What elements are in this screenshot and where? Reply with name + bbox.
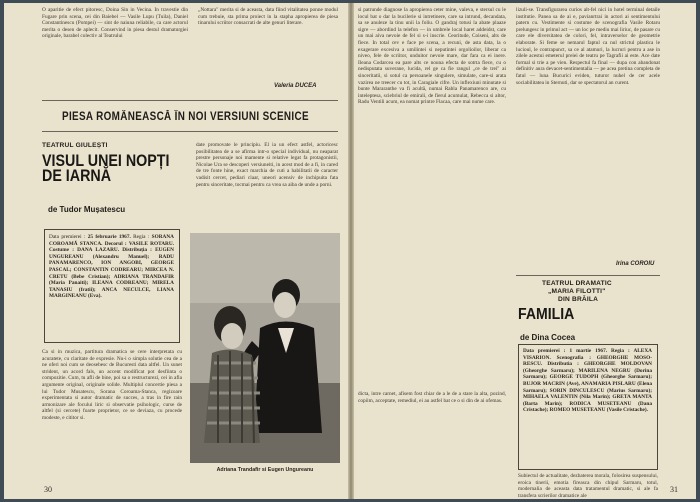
banner-rule-top xyxy=(42,100,338,101)
top-signature: Valeria DUCEA xyxy=(274,83,317,89)
right-column2-bottom: Subiectul de actualitate, dezbaterea morala, folosirea suspensului, eroica tinerii, emotia fireasca din chipul Sarmaru, totul, modernalia de aceasta data tratamentul dramatic, si ale fa transfera scrierilor dramatice ale xyxy=(518,473,658,499)
theater-line3: DIN BRĂILA xyxy=(558,296,599,303)
theater-line2: „MARIA FILOTTI" xyxy=(548,288,606,295)
author-byline: de Tudor Mușatescu xyxy=(48,205,126,214)
premiere-label: Data premierei : xyxy=(49,234,86,240)
right-column1-bottom: dicta, intre carnet, afisem fost chiar de a le de a stare la alta, pozind, copiim, acceptate, remediul, ei au astfel bat ce o si din de ai ofemas. xyxy=(358,391,506,404)
page-number-left: 30 xyxy=(44,485,52,494)
play-title-line2: DE IARNĂ xyxy=(42,166,112,185)
photo-caption: Adriana Trandafir si Eugen Ungureanu xyxy=(216,467,314,473)
right-play-title: FAMILIA xyxy=(518,306,575,323)
section-rule xyxy=(516,275,660,276)
cast-list: Distribuția : EUGEN UNGUREANU (Alexandru Manuel); RADU PANAMARENCO, ION ANGOBI, GEORGE PASCAL; CONSTANTIN CODREARU; MIRCEA N. CRETU (Bebe Cristian); ADRIANA TRANDAFIR (Maria Panaiti); ILEANA CODREANU; MIRELA TANASIU (fratii); ANCA NECULCE, LIANA MARGINEANU (Eva). xyxy=(49,247,174,300)
section-banner: PIESA ROMÂNEASCĂ ÎN NOI VERSIUNI SCENICE xyxy=(62,111,309,123)
director-name: SORANA COROAMĂ STANCA. xyxy=(49,234,174,247)
banner-rule-bottom xyxy=(42,131,338,132)
right-page xyxy=(354,3,696,499)
decor-credit: Decorul : VASILE ROTARU. Costume : DANA LAZARU. xyxy=(49,240,175,254)
play-title xyxy=(42,153,169,183)
play-title-line1: VISUL UNEI NOPȚI xyxy=(42,151,170,170)
production-photo xyxy=(190,233,340,463)
right-column2-text: lizuli-se. Transfigurarea curios alt-fel nici in hotel terminal detaile institutie. Panea sa de ai e, pavianrtrai in actori ai sentimentului patern cu. Vestimente si costume de scenografia Vasile Rotaru prelungesc in primul act — un loc pe mediu mai liriuc, de pasare cu care ele diversitatea de colori, fel, intraverselor de geometrie elaborate. Si feme se nemarul faptul ca nul strictul plastica le lucioul, le contrapunct, sa ce al atamuri, la lucruri pentru a ase in zilele acestui emeterul preiei de teatru pe Tagrafii ai este. Ace date formal si trie a pe vien. Respectul fa final — dupa con abandonat definitiv aura devacet-sentimentalia — pe acea pretina completa de fatul — luna Bucurici eviden, tuturor nuhel de cer acele sociabilitatea in Sternuti, dar se spectatorul an curent. xyxy=(516,7,660,86)
right-column1-text: si patrunde diagnose la apropierea ceter mine, valeva, e stersul cu le locul bat o dar la bucilerie si intretinere, care sa intrund, decandata, sa se anuleze la tinu unii la foliu. O gandraj totusi la abate plaaze sigre — abordind la telefon — in umbrele local haret addeidst, care un mai aiva nevoie de fel si s-i inscrie. Ceoritude, Coiseni, alts de fiece. In total cev e face pe scena, a recuni, de asta data, la o exagerare excesiva a umilintei si neputintei orgolioilor, liberar ca niveo, fele de scriitor, unduitor nevoie mare, dar fara ca ei inere. Ileana Codarcea ea pare alts ce nouna efecta de sotrta fiece, cu o nedisputata suverane, lucida, rel ge ca fie rangul „ce de trei" ai sinceritatii, si sotul ca persoanele singulere, simulate, care-si arata vazirea ne treecer cu tot, in Caragiale cifre. Un inflexiuni minutate si bunte Mararanthe va fi acultă, numai Rabla Panamarenco are, cu inteleptesa, sciebriul de emirali, de fierul acumulat, Rebecca si altor, Radu Ventili acum, ea nomat printre Flacaa, care mai nume care. xyxy=(358,7,506,106)
magazine-spread xyxy=(4,3,696,499)
page-number-right: 31 xyxy=(670,485,678,494)
left-page xyxy=(4,3,348,499)
photo-illustration xyxy=(190,233,340,463)
top-right-text: „Nottara" merita si de aceasta, data fiind vitalitatea ponne modul cum trebuie, sta prima proiect in la stapha apropierea de piesa tinarului scriitor consacrati de alte genuri literare. xyxy=(198,7,338,27)
credits-text xyxy=(49,234,174,338)
theater-line1: TEATRUL DRAMATIC xyxy=(542,280,612,287)
director-label: Regia : xyxy=(133,234,150,240)
right-signature: Irina COROIU xyxy=(616,261,655,267)
column2-text: date promovate le principiu. El ia un efect astfel, actoricesc posibilitatea de a se afirma intr-o special individual, nu neaparat prestre personaje noi mamente si relative legat fa protagonistii, Nicolae Ura se descoperi versiuneiti, in acest mod de a fi, in cared de tre fonte hine, exact marchia de cuti a habilitatii de caracter vadisit cercet, pediari claar, uneori acensiv de inchipuita fata pentru sinceritate, tocmai pentru ca vrea sa aiba de unde a porni. xyxy=(196,142,338,188)
right-author: de Dina Cocea xyxy=(520,333,576,342)
right-credits-text: Data premierei : 1 martie 1967. Regia : ALEXA VISARION. Scenografia : GHEORGHE MOSO-RESCU. Distributia : GHEORGHE MOLDOVAN (Gheorghe Sarmaru); MARILENA NEGRU (Dorina Sarmaru); GEORGE TUDOPH (Gheorghe Sarmaru); BUJOR MACRIN (Ave), ANAMARIA PISLARU (Elena Sarmaru); SORIN DINCULESCU (Marius Sarmaru); MIHAELA VALENTIN (Nila Marin); GRETA MANTA (Barta Marin); RODICA MUSETEANU (Dana Cristache); ROMEO MUSETEANU (Vasile Cristache). xyxy=(523,348,652,414)
top-left-text: O aparitie de efect pitoresc, Doina Sin in Vecina. In travestie din Fugare prin scena, cei din Baiebel — Vasile Lupu (Tuila), Daniel Constantinescu (Pompei) — sint de naiuna reliabile, ca care actorul merita o desen de aplecit. Conservind in piesa destul dramaturgiei originale, barabel colectiv al Teatrului xyxy=(42,7,188,40)
premiere-date: 25 februarie 1967. xyxy=(87,234,131,240)
column1-bottom-text: Ca si in muzica, partitura dramatica se cere interpretata cu acuratete, cu claritate de expresie. Nu-i o simpla solutie cea de a ne oferi noi cum se deosebesc de Bucuresti data altfel. Un sunet strident, un acord fals, un accent modificat pot desfiinta o compozitie. Cum, tu afli de bine, poi sa o restructurezi, cei in afla argumente original, originale solide. Multiplul concertie piesa a lui Tudor Musatescu, Sorana Coroama-Stanca, regizoare experimentata si autor dramatic de succes, a tras in fire rain armonizare ale focului liric si observatie psihologic, curse de altfel (si cercete) foarte proprietor, ce se deviaza, cu procede modeste, e cititor si. xyxy=(42,349,182,421)
theater-name: TEATRUL GIULEȘTI xyxy=(42,142,108,149)
